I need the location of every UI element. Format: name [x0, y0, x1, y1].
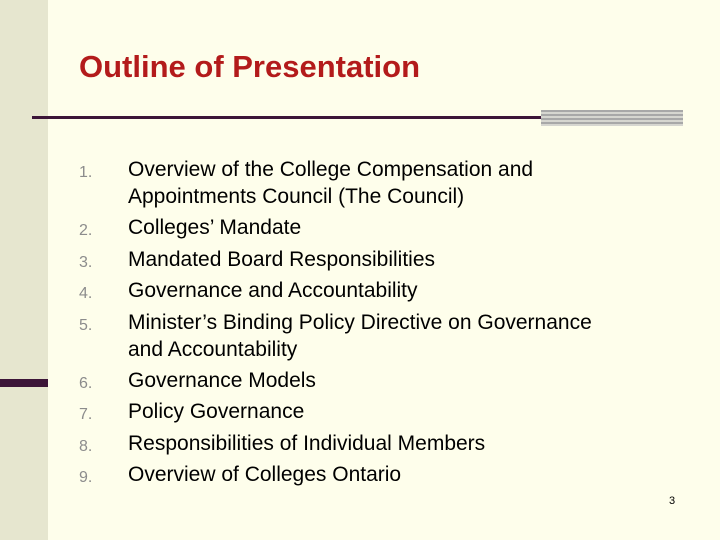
item-text-line: Appointments Council (The Council) [128, 185, 465, 208]
outline-item-4 [79, 277, 679, 304]
page-number: 3 [669, 495, 676, 507]
outline-item-6 [79, 367, 679, 394]
item-text-line: Overview of the College Compensation and [128, 158, 534, 181]
outline-item-8 [79, 430, 679, 457]
outline-item-1 [79, 156, 679, 210]
item-text-line: Governance and Accountability [128, 279, 418, 303]
item-text-line: Mandated Board Responsibilities [128, 247, 436, 271]
item-text-line: Minister’s Binding Policy Directive on Governance [128, 310, 592, 334]
item-text-line: Governance Models [128, 368, 316, 392]
outline-list [79, 156, 679, 493]
title-rule-accent-block [541, 110, 683, 126]
item-number: 2. [79, 222, 93, 240]
item-text-line: Responsibilities of Individual Members [128, 431, 486, 455]
item-number: 4. [79, 285, 93, 303]
item-number: 3. [79, 253, 93, 271]
item-text-line: Colleges’ Mandate [128, 216, 302, 240]
outline-item-9 [79, 461, 679, 488]
item-number: 5. [79, 316, 93, 334]
outline-item-5 [79, 309, 679, 363]
item-number: 1. [79, 164, 93, 181]
outline-item-3 [79, 246, 679, 273]
item-text-line: Policy Governance [128, 400, 305, 424]
item-number: 9. [79, 469, 93, 487]
item-number: 6. [79, 374, 93, 392]
item-number: 7. [79, 406, 93, 424]
slide-title: Outline of Presentation [79, 49, 421, 84]
left-accent-bar [0, 379, 48, 387]
item-text-line: Overview of Colleges Ontario [128, 463, 402, 487]
left-decorative-band [0, 0, 48, 540]
item-number: 8. [79, 437, 93, 455]
outline-item-2 [79, 214, 679, 241]
item-text-line: and Accountability [128, 337, 298, 361]
title-underline-rule [32, 116, 542, 119]
outline-item-7 [79, 398, 679, 425]
